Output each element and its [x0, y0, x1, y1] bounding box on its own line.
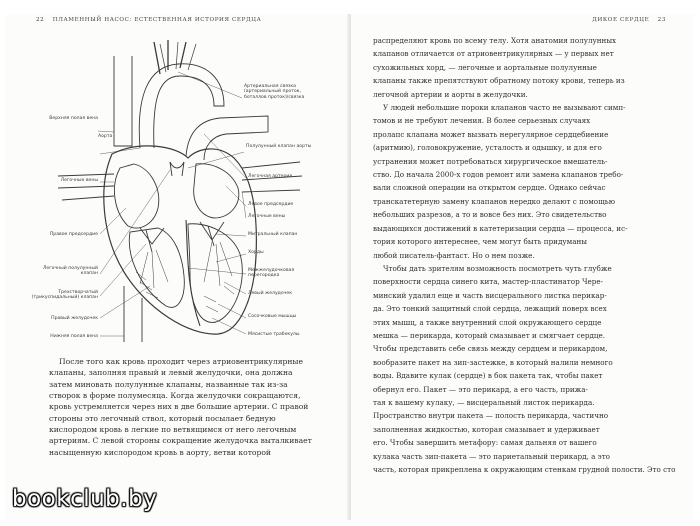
right-text-line: поверхности сердца синего кита, мастер-пластинатор Чере- [373, 277, 604, 287]
left-text-line: После того как кровь проходит через атриовентрикулярные [59, 357, 303, 366]
right-atrium [114, 164, 158, 228]
right-text-line: ство. До начала 2000-х годов ремонт или замена клапанов требо- [373, 170, 624, 180]
left-text-line: насыщенную кислородом кровь в аорту, ветви которой [49, 447, 271, 457]
right-text-line: томов и не требуют лечения. В более серьезных случаях [373, 116, 591, 126]
right-text-line: Пространство внутри пакета — полость перикарда, частично [373, 411, 609, 421]
left-running-head [30, 17, 261, 23]
label-right-ventricle: Правый желудочек [51, 316, 98, 321]
left-text-line: кислородом кровь в легкие по ветвящимся от него легочным [49, 425, 297, 435]
left-text-line: кровь устремляется через них в две большие артерии. С правой [49, 402, 309, 412]
right-text-line: У людей небольшие пороки клапанов часто не вызывают симп- [383, 103, 626, 113]
label-pulmonary-veins-left: Легочные вены [60, 178, 98, 183]
right-text-line: кулака часть зип-пакета — это париетальный перикард, а это [373, 451, 611, 461]
right-text-line: да. Это тонкий защитный слой сердца, лежащий поверх всех [373, 304, 607, 314]
right-text-line: сухожильных хорд, — легочные и аортальные полулунные [373, 62, 597, 72]
label-pulmonary-veins-right: Легочные вены [248, 214, 286, 219]
right-text-line: клапаны также препятствуют обратному потоку крови, теперь из [373, 76, 625, 86]
label-inferior-vena-cava: Нижняя полая вена [50, 334, 98, 339]
label-interventricular-septum: Межжелудочковая перегородка [248, 268, 295, 279]
left-running-head-title: ПЛАМЕННЫЙ НАСОС: ЕСТЕСТВЕННАЯ ИСТОРИЯ СЕРДЦА [52, 17, 262, 23]
aortic-arch [139, 64, 224, 148]
left-text-line: стороны это легочный ствол, который посылает бедную [49, 413, 276, 423]
right-text-line: заполненная жидкостью, которая смазывает и удерживает [373, 424, 600, 434]
right-page [351, 14, 694, 520]
right-text-line: тория которого интереснее, чем могут быть придуманы [373, 237, 588, 247]
label-pulmonary-artery: Легочная артерия [248, 174, 293, 179]
right-text-line: Чтобы представить себе связь между сердцем и перикардом, [373, 344, 608, 354]
label-superior-vena-cava: Верхняя полая вена [49, 116, 98, 121]
heart-diagram-figure [28, 36, 328, 346]
right-running-head-title: ДИКОЕ СЕРДЦЕ [592, 17, 650, 23]
right-text-line: клапанов отличается от атриовентрикулярных — у первых нет [373, 49, 614, 59]
right-text-line: легочной артерии и аорты в желудочки. [373, 89, 528, 99]
left-atrium [194, 164, 239, 218]
right-text-line: Чтобы дать зрителям возможность посмотреть чуть глубже [383, 263, 612, 273]
right-text-line: тая к вашему кулаку, — висцеральный листок перикарда. [373, 397, 595, 407]
label-left-ventricle: Левый желудочек [248, 291, 292, 296]
left-body-text [49, 356, 329, 458]
left-text-line: клапаны, заполняя правый и левый желудочки, она должна [49, 368, 293, 378]
right-text-line: пролапс клапана может вызвать нерегулярное сердцебиение [373, 129, 609, 139]
right-text-line: любой писатель-фантаст. Но о нем позже. [373, 250, 535, 260]
right-text-line: мешка — перикарда, который смазывает и смягчает сердце. [373, 330, 606, 340]
right-text-line: распределяют кровь по всему телу. Хотя анатомия полулунных [373, 36, 617, 45]
right-text-line: небольших разрезов, а то и вовсе без них. Это свидетельство [373, 210, 607, 220]
left-text-line: створок в форме полумесяца. Когда желудочки сокращаются, [49, 391, 301, 401]
right-text-line: обернул его. Пакет — это перикард, а его часть, прижа- [373, 384, 588, 394]
label-tricuspid-valve: Трехстворчатый (трикуспидальный) клапан [31, 290, 98, 301]
right-text-line: часть, которая прикреплена к окружающим стенкам грудной полости. Это сто [373, 465, 675, 474]
left-text-line: затем миновать полулунные клапаны, названные так из-за [49, 379, 288, 389]
right-text-line: устранения может потребоваться хирургическое вмешатель- [373, 156, 608, 166]
label-chordae: Хорды [248, 250, 264, 255]
left-text-line: артериям. С левой стороны сокращение желудочка выталкивает [49, 436, 312, 446]
left-page-number: 22 [36, 17, 45, 23]
tricuspid-valve [140, 228, 164, 252]
right-text-line: вообразите пакет на зип-застежке, в который налили немного [373, 357, 613, 367]
inferior-vena-cava [124, 286, 142, 342]
left-ventricle [188, 224, 242, 323]
right-text-line: транскатетерную замену клапанов нередко делают с помощью [373, 196, 615, 206]
label-aortic-semilunar-valve: Полулунный клапан аорты [246, 144, 312, 149]
right-body-text [373, 34, 675, 476]
label-left-atrium: Левое предсердие [248, 202, 294, 207]
superior-vena-cava [114, 56, 132, 146]
label-aorta: Аорта [98, 134, 113, 139]
right-text-line: минский удалил еще и часть висцерального листка перикар- [373, 290, 607, 300]
right-text-line: воды. Вдавите кулак (сердце) в бок пакета так, чтобы пакет [373, 371, 603, 381]
right-page-number: 23 [657, 17, 666, 23]
right-ventricle [129, 228, 184, 307]
label-papillary-muscles: Сосочковые мышцы [248, 314, 297, 319]
left-page [6, 14, 349, 520]
label-right-atrium: Правое предсердие [49, 232, 98, 237]
right-text-line: (аритмию), головокружение, усталость и одышку, и для его [373, 143, 602, 153]
right-text-line: выдающихся достижений в катетеризации сердца — процесса, ис- [373, 223, 628, 233]
right-text-line: вали сложной операции на открытом сердце. Однако сейчас [373, 183, 606, 193]
label-mitral-valve: Митральный клапан [248, 232, 298, 237]
label-pulmonary-semilunar-valve: Легочный полулунный клапан [42, 266, 98, 277]
label-trabeculae-carneae: Мясистые трабекулы [248, 332, 300, 337]
pulmonary-valve [170, 162, 184, 176]
right-text-line: его. Чтобы завершить метафору: самая дальняя от вашего [373, 438, 597, 448]
right-text-line: этих мышц, а также внутренний слой окружающего сердце [373, 317, 602, 327]
label-ductus-arteriosus: Артериальная связка (артериальный проток, боталлов проток)/связка [244, 84, 305, 100]
watermark-text: bookclub.by [12, 486, 158, 512]
right-running-head [592, 17, 672, 23]
book-spread [6, 14, 694, 520]
